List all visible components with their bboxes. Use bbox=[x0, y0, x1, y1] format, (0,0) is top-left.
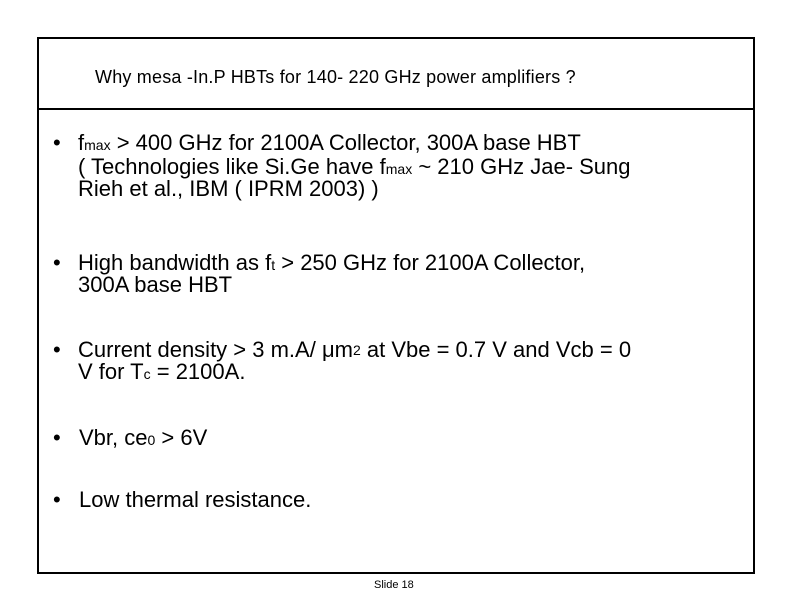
bullet-marker: • bbox=[53, 425, 61, 450]
bullet-marker: • bbox=[53, 250, 61, 275]
bullet-fmax-line-2: ( Technologies like Si.Ge have fmax ~ 210 GHz Jae- Sung bbox=[78, 154, 631, 179]
bullet-marker: • bbox=[53, 130, 61, 155]
bullet-thermal bbox=[79, 489, 311, 511]
bullet-bandwidth bbox=[78, 252, 585, 296]
bullet-bandwidth-line-2: 300A base HBT bbox=[78, 272, 233, 297]
bullet-breakdown bbox=[79, 427, 207, 449]
slide-title: Why mesa -In.P HBTs for 140- 220 GHz power amplifiers ? bbox=[95, 67, 576, 87]
bullet-current-density bbox=[78, 339, 631, 383]
bullet-fmax bbox=[78, 132, 631, 200]
title-band bbox=[39, 39, 753, 110]
bullet-marker: • bbox=[53, 337, 61, 362]
bullet-marker: • bbox=[53, 487, 61, 512]
slide-number: Slide 18 bbox=[374, 579, 414, 591]
bullet-breakdown-line-1: Vbr, ce0 > 6V bbox=[79, 425, 208, 450]
bullet-bandwidth-line-1: High bandwidth as ft > 250 GHz for 2100A Collector, bbox=[78, 250, 586, 275]
bullet-fmax-line-1: fmax > 400 GHz for 2100A Collector, 300A base HBT bbox=[78, 130, 581, 155]
bullet-thermal-line-1: Low thermal resistance. bbox=[79, 487, 312, 512]
bullet-fmax-line-3: Rieh et al., IBM ( IPRM 2003) ) bbox=[78, 176, 379, 201]
bullet-current-density-line-2: V for Tc = 2100A. bbox=[78, 359, 246, 384]
bullet-current-density-line-1: Current density > 3 m.A/ $\mu m^2$ at Vbe = 0.7 V and Vcb = 0 bbox=[78, 337, 632, 362]
slide-frame bbox=[37, 37, 755, 574]
